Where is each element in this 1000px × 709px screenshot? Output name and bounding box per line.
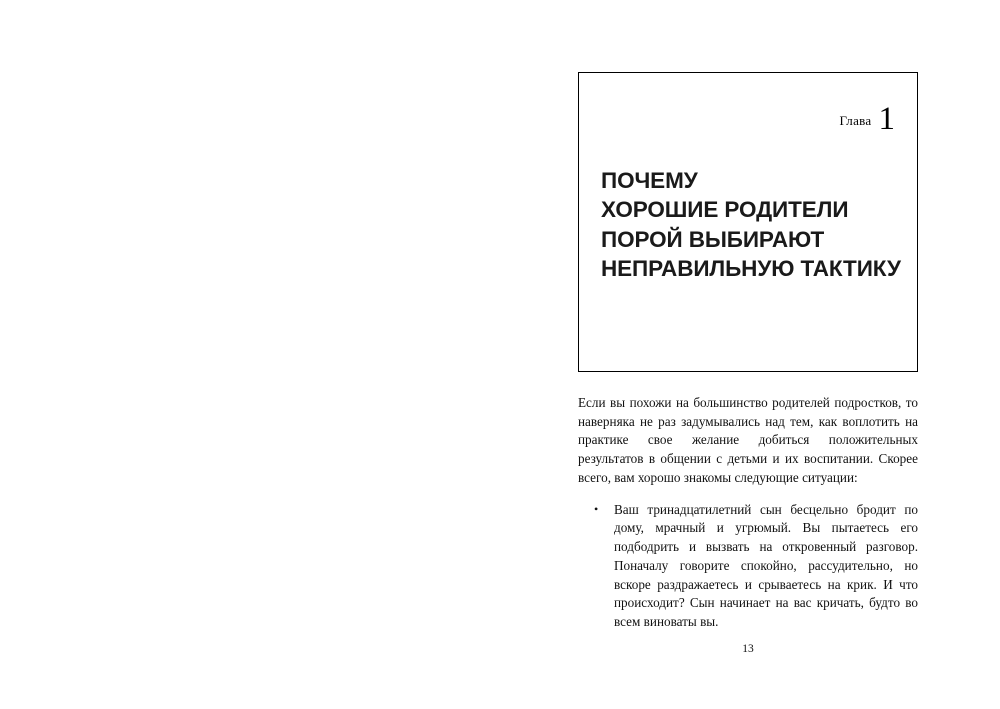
- body-text: [578, 394, 918, 632]
- chapter-title-line-1: ПОЧЕМУ: [601, 168, 698, 193]
- chapter-title: [601, 166, 901, 283]
- bullet-marker-icon: •: [594, 501, 599, 516]
- list-item: [578, 501, 918, 632]
- page-content-column: [578, 72, 918, 632]
- page-number: 13: [742, 643, 754, 655]
- chapter-number: 1: [878, 101, 895, 137]
- list-item-text: Ваш тринадцатилетний сын бесцельно бродит по дому, мрачный и угрюмый. Вы пытаетесь его подбодрить и вызвать на откровенный разговор. Поначалу говорите спокойно, рассудительно, но вскоре раздражаетесь и срываетесь на крик. И что происходит? Сын начинает на вас кричать, будто во всем виноваты вы.: [614, 501, 918, 630]
- chapter-title-line-2: ХОРОШИЕ РОДИТЕЛИ: [601, 197, 849, 223]
- chapter-title-line-4: НЕПРАВИЛЬНУЮ ТАКТИКУ: [601, 255, 901, 281]
- chapter-label-row: [601, 99, 895, 137]
- intro-paragraph: Если вы похожи на большинство родителей подростков, то наверняка не раз задумывались над тем, как воплотить на практике свое желание добиться положительных результатов в общении с детьми и их воспитании. Скорее всего, вам хорошо знакомы следующие ситуации:: [578, 395, 918, 485]
- situations-list: [578, 501, 918, 632]
- chapter-label: Глава: [839, 113, 872, 128]
- chapter-title-box: [578, 72, 918, 372]
- chapter-title-line-3: ПОРОЙ ВЫБИРАЮТ: [601, 226, 825, 252]
